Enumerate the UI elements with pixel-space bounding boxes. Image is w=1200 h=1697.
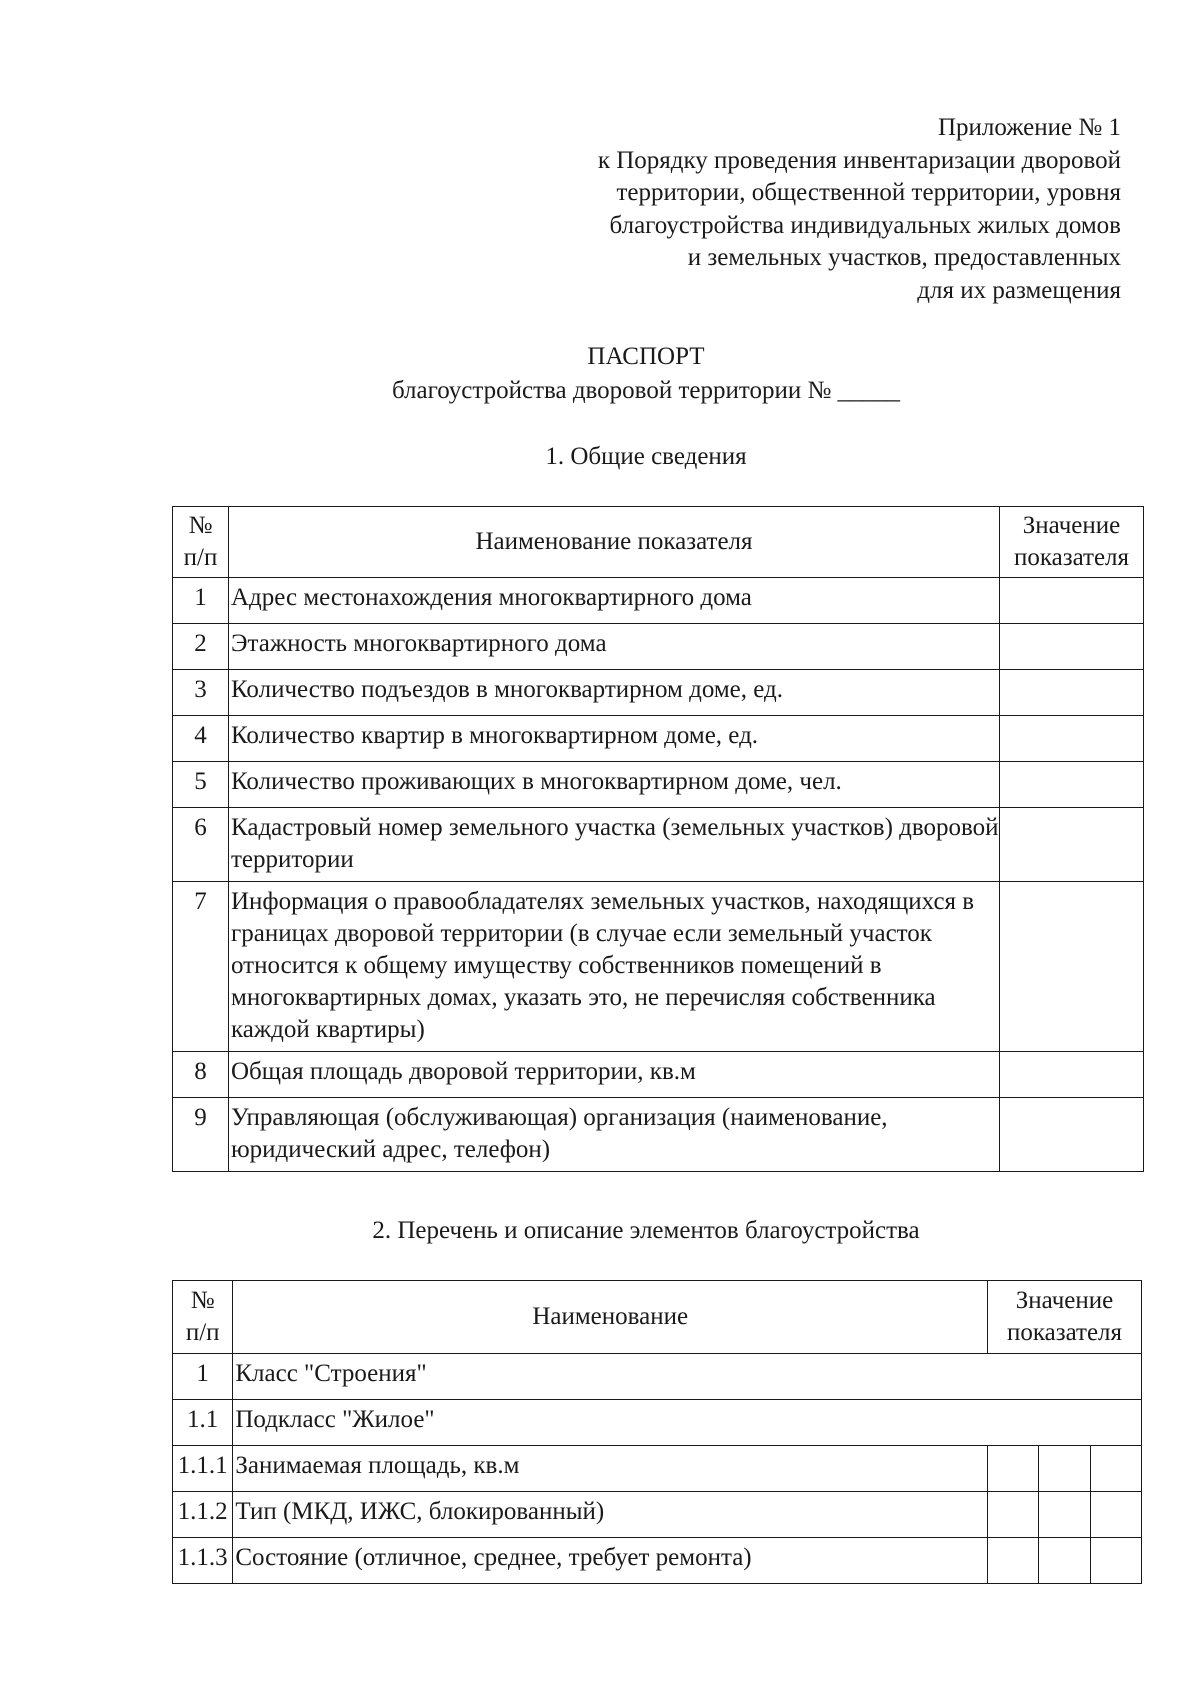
document-title: [0, 340, 1200, 408]
header-num-line1: №: [188, 512, 213, 539]
general-info-table: [172, 506, 1144, 1172]
row-num: 1: [173, 1354, 233, 1400]
row-value-cell[interactable]: [1000, 808, 1144, 882]
appendix-line: и земельных участков, предоставленных: [687, 244, 1121, 271]
row-value-cell[interactable]: [1000, 1052, 1144, 1098]
row-num: 1.1: [173, 1400, 233, 1446]
header-num: [173, 507, 229, 578]
row-value-cell[interactable]: [1000, 624, 1144, 670]
row-value-cell[interactable]: [1090, 1446, 1141, 1492]
row-num: 4: [173, 716, 229, 762]
table-row: [173, 716, 1144, 762]
row-value-cell[interactable]: [988, 1492, 1039, 1538]
row-name: Адрес местонахождения многоквартирного дома: [229, 578, 1000, 624]
table-header-row: [173, 507, 1144, 578]
row-num: 1: [173, 578, 229, 624]
header-name: Наименование показателя: [229, 507, 1000, 578]
table-row: [173, 670, 1144, 716]
row-name: Состояние (отличное, среднее, требует ремонта): [233, 1538, 988, 1584]
row-name: Количество подъездов в многоквартирном доме, ед.: [229, 670, 1000, 716]
appendix-line: Приложение № 1: [937, 114, 1121, 141]
row-name: Количество квартир в многоквартирном доме, ед.: [229, 716, 1000, 762]
row-num: 7: [173, 882, 229, 1052]
header-name: Наименование: [233, 1281, 988, 1354]
table-row: [173, 1400, 1142, 1446]
header-value-line1: Значение: [1015, 1287, 1114, 1314]
appendix-line: территории, общественной территории, уровня: [616, 179, 1121, 206]
row-value-cell[interactable]: [1039, 1492, 1090, 1538]
header-value-line2: показателя: [1013, 544, 1130, 571]
appendix-line: для их размещения: [917, 276, 1121, 304]
appendix-line: к Порядку проведения инвентаризации дворовой: [597, 146, 1121, 174]
row-num: 9: [173, 1098, 229, 1172]
row-value-cell[interactable]: [1090, 1538, 1141, 1584]
row-value-cell[interactable]: [1090, 1492, 1141, 1538]
table-row: [173, 762, 1144, 808]
row-name: Этажность многоквартирного дома: [229, 624, 1000, 670]
row-value-cell[interactable]: [1000, 762, 1144, 808]
table-row: [173, 1492, 1142, 1538]
appendix-header: [598, 112, 1121, 307]
table-row: [173, 1446, 1142, 1492]
row-num: 2: [173, 624, 229, 670]
row-value-cell[interactable]: [1000, 882, 1144, 1052]
header-value: [988, 1281, 1142, 1354]
table-row: [173, 624, 1144, 670]
row-value-cell[interactable]: [988, 1446, 1039, 1492]
header-value-line2: показателя: [1006, 1319, 1123, 1346]
header-value-line1: Значение: [1022, 512, 1121, 539]
section1-title: 1. Общие сведения: [545, 443, 747, 470]
row-num: 3: [173, 670, 229, 716]
elements-table: [172, 1280, 1142, 1584]
row-name: Кадастровый номер земельного участка (земельных участков) дворовой территории: [229, 808, 1000, 882]
table-row: [173, 1538, 1142, 1584]
row-value-cell[interactable]: [1000, 670, 1144, 716]
row-num: 8: [173, 1052, 229, 1098]
row-num: 1.1.2: [173, 1492, 233, 1538]
title-heading: ПАСПОРТ: [587, 343, 705, 370]
header-num-line2: п/п: [185, 1319, 220, 1346]
header-num-line2: п/п: [183, 544, 218, 571]
row-value-cell[interactable]: [988, 1538, 1039, 1584]
header-num: [173, 1281, 233, 1354]
table-row: [173, 808, 1144, 882]
row-name: Тип (МКД, ИЖС, блокированный): [233, 1492, 988, 1538]
row-num: 6: [173, 808, 229, 882]
row-value-cell[interactable]: [1000, 716, 1144, 762]
table-header-row: [173, 1281, 1142, 1354]
row-value-cell[interactable]: [1000, 578, 1144, 624]
row-name: Информация о правообладателях земельных участков, находящихся в границах дворовой территории (в случае если земельный участок относится к общему имуществу собственников помещений в многоквартирных домах, указать это, не перечисляя собственника каждой квартиры): [229, 882, 1000, 1052]
table-row: [173, 1098, 1144, 1172]
row-name: Класс "Строения": [233, 1354, 1142, 1400]
row-num: 1.1.3: [173, 1538, 233, 1584]
appendix-line: благоустройства индивидуальных жилых домов: [609, 211, 1121, 239]
header-num-line1: №: [190, 1287, 215, 1314]
table-row: [173, 1354, 1142, 1400]
row-num: 5: [173, 762, 229, 808]
row-value-cell[interactable]: [1039, 1538, 1090, 1584]
row-value-cell[interactable]: [1000, 1098, 1144, 1172]
table-row: [173, 882, 1144, 1052]
row-value-cell[interactable]: [1039, 1446, 1090, 1492]
table-row: [173, 578, 1144, 624]
title-subheading: благоустройства дворовой территории № _____: [391, 377, 901, 404]
table-row: [173, 1052, 1144, 1098]
row-name: Занимаемая площадь, кв.м: [233, 1446, 988, 1492]
row-name: Общая площадь дворовой территории, кв.м: [229, 1052, 1000, 1098]
section2-title: 2. Перечень и описание элементов благоустройства: [372, 1217, 920, 1244]
row-num: 1.1.1: [173, 1446, 233, 1492]
header-value: [1000, 507, 1144, 578]
row-name: Подкласс "Жилое": [233, 1400, 1142, 1446]
row-name: Управляющая (обслуживающая) организация (наименование, юридический адрес, телефон): [229, 1098, 1000, 1172]
row-name: Количество проживающих в многоквартирном доме, чел.: [229, 762, 1000, 808]
